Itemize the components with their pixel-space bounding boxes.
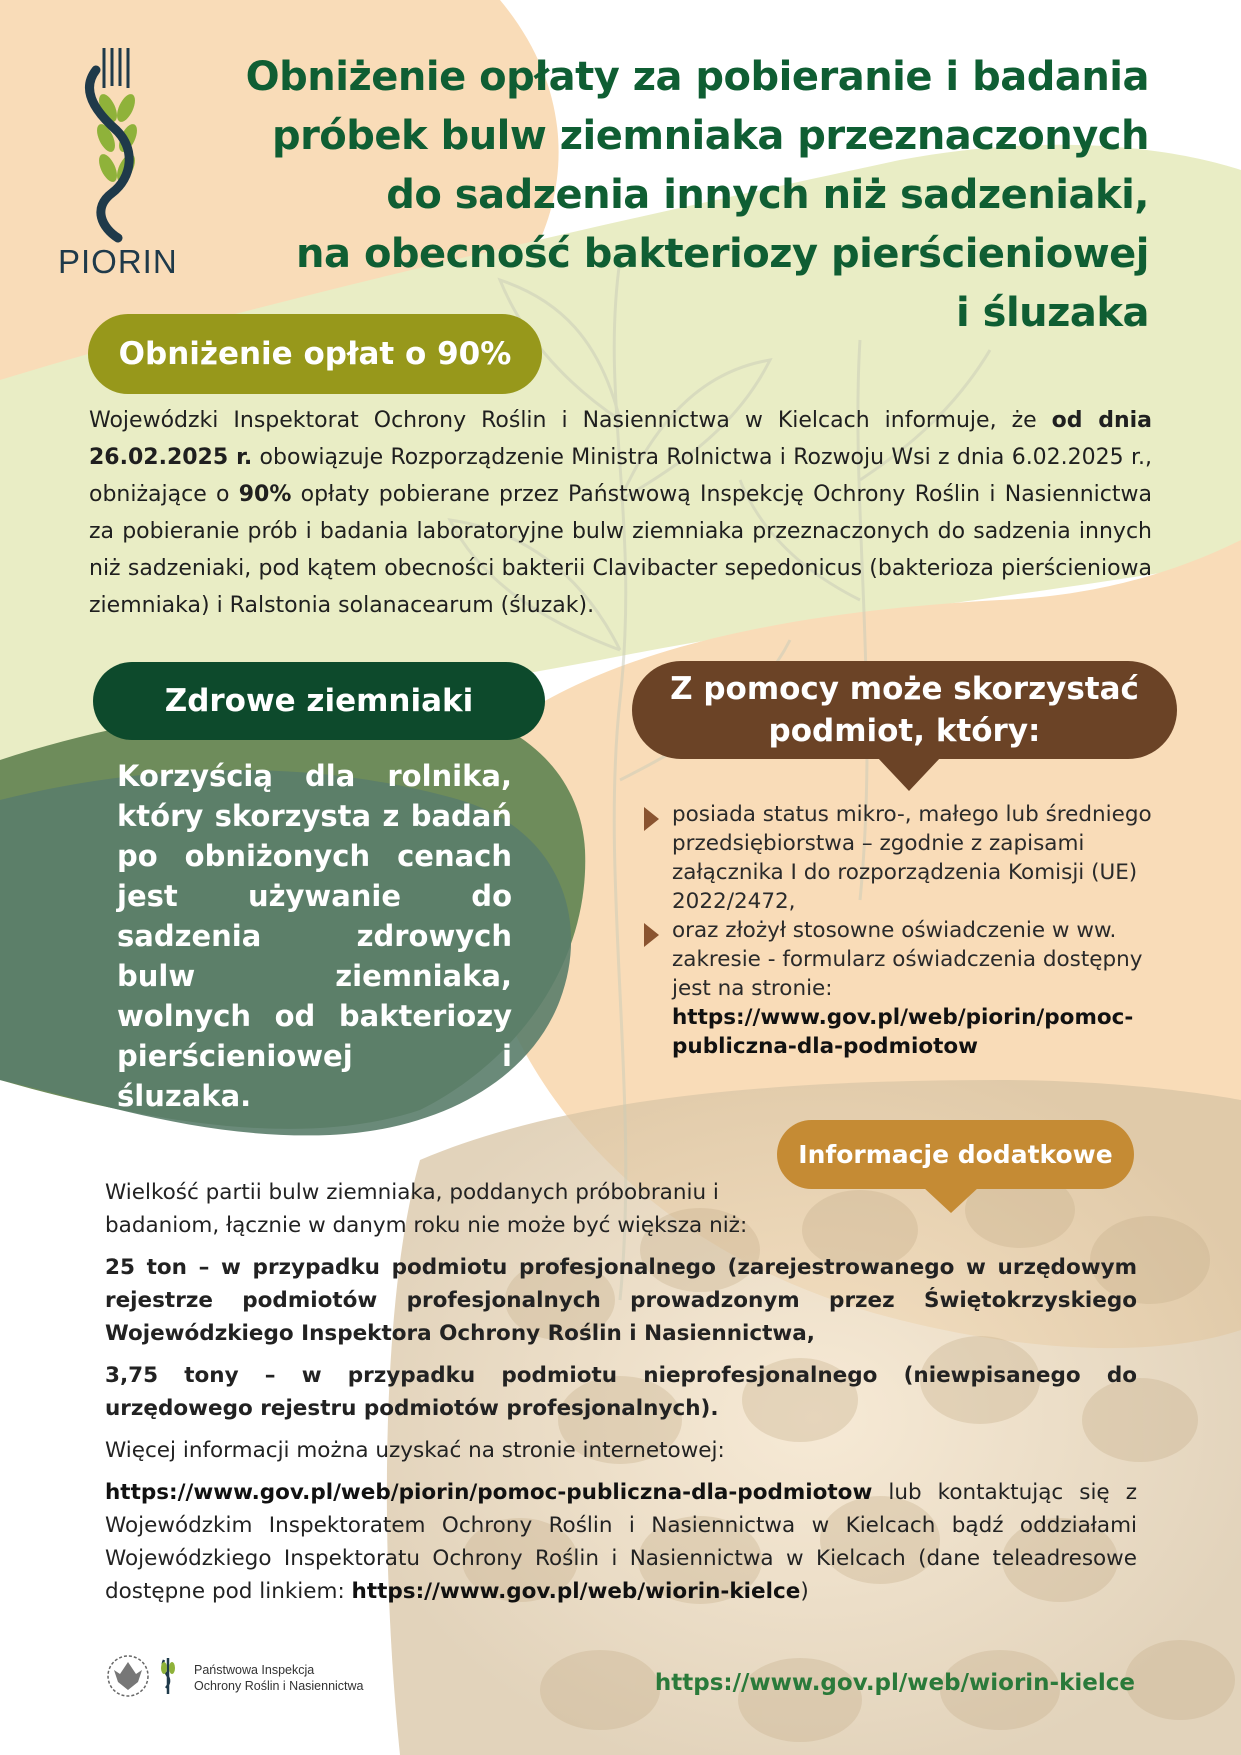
title-line: do sadzenia innych niż sadzeniaki,: [386, 172, 1149, 218]
intro-date: od dnia 26.02.2025 r.: [89, 408, 1152, 470]
title-line: Obniżenie opłaty za pobieranie i badania: [245, 54, 1149, 100]
intro-percent: 90%: [238, 482, 292, 507]
intro-paragraph: [89, 402, 1152, 624]
triangle-bullet-icon: [644, 807, 659, 831]
title-line: i śluzaka: [956, 290, 1149, 336]
help-link[interactable]: https://www.gov.pl/web/piorin/pomoc-publiczna-dla-podmiotow: [105, 1480, 873, 1505]
footer-org-name: [194, 1662, 364, 1694]
eligibility-list: [644, 800, 1164, 1061]
info-heading: Informacje dodatkowe: [777, 1120, 1134, 1189]
footer-org-line: Ochrony Roślin i Nasiennictwa: [194, 1679, 364, 1693]
footer-org-line: Państwowa Inspekcja: [194, 1663, 315, 1677]
info-section: [105, 1176, 1137, 1617]
title-line: próbek bulw ziemniaka przeznaczonych: [271, 113, 1149, 159]
intro-text: obowiązuje Rozporządzenie Ministra Rolnictwa i Rozwoju Wsi z dnia 6.02.2025 r., obniżające o: [89, 445, 1152, 507]
footer-url-link[interactable]: https://www.gov.pl/web/wiorin-kielce: [654, 1670, 1135, 1696]
piorin-logo: [52, 48, 178, 280]
reduction-heading: Obniżenie opłat o 90%: [88, 314, 542, 394]
footer-logos: [106, 1652, 406, 1702]
eagle-emblem-icon: [106, 1652, 186, 1702]
info-contact-close: ): [800, 1579, 809, 1604]
page-title: [189, 48, 1149, 343]
wheat-snake-icon: [52, 48, 172, 243]
info-limit-professional: 25 ton – w przypadku podmiotu profesjonalnego (zarejestrowanego w urzędowym rejestrze podmiotów profesjonalnych prowadzonym przez Świętokrzyskiego Wojewódzkiego Inspektora Ochrony Roślin i Nasiennictwa,: [105, 1255, 1137, 1346]
eligibility-heading-line: Z pomocy może skorzystać: [670, 671, 1139, 707]
healthy-heading: Zdrowe ziemniaki: [93, 662, 545, 740]
info-intro: Wielkość partii bulw ziemniaka, poddanych próbobraniu i badaniom, łącznie w danym roku nie może być większa niż:: [105, 1180, 748, 1238]
logo-text: PIORIN: [58, 243, 178, 280]
info-contact-text: lub kontaktując się z Wojewódzkim Inspektoratem Ochrony Roślin i Nasiennictwa w Kielcach bądź oddziałami Wojewódzkiego Inspektoratu Ochrony Roślin i Nasiennictwa w Kielcach (dane teleadresowe dostępne pod linkiem:: [105, 1480, 1137, 1604]
healthy-text: Korzyścią dla rolnika, który skorzysta z badań po obniżonych cenach jest używanie do sadzenia zdrowych bulw ziemniaka, wolnych od bakteriozy pierścieniowej i śluzaka.: [117, 759, 512, 1113]
form-link[interactable]: https://www.gov.pl/web/piorin/pomoc-publiczna-dla-podmiotow: [672, 1005, 1134, 1059]
info-contact: [105, 1476, 1137, 1608]
info-limit-nonprofessional: 3,75 tony – w przypadku podmiotu nieprofesjonalnego (niewpisanego do urzędowego rejestru podmiotów profesjonalnych).: [105, 1363, 1137, 1421]
list-item-text: oraz złożył stosowne oświadczenie w ww. zakresie - formularz oświadczenia dostępny jest na stronie:: [672, 918, 1143, 1001]
list-item: [644, 800, 1164, 916]
triangle-bullet-icon: [644, 923, 659, 947]
eligibility-heading-line: podmiot, który:: [768, 713, 1041, 749]
intro-text: opłaty pobierane przez Państwową Inspekcję Ochrony Roślin i Nasiennictwa za pobieranie prób i badania laboratoryjne bulw ziemniaka przeznaczonych do sadzenia innych niż sadzeniaki, pod kątem obecności bakterii Clavibacter sepedonicus (bakterioza pierścieniowa ziemniaka) i Ralstonia solanacearum (śluzak).: [89, 482, 1152, 618]
title-line: na obecność bakteriozy pierścieniowej: [296, 231, 1149, 277]
eligibility-heading: [632, 661, 1177, 759]
intro-text: Wojewódzki Inspektorat Ochrony Roślin i Nasiennictwa w Kielcach informuje, że: [89, 408, 1052, 433]
info-more: Więcej informacji można uzyskać na stronie internetowej:: [105, 1438, 725, 1463]
list-item: [644, 916, 1164, 1061]
wiorin-link[interactable]: https://www.gov.pl/web/wiorin-kielce: [351, 1579, 801, 1604]
list-item-text: posiada status mikro-, małego lub średniego przedsiębiorstwa – zgodnie z zapisami załącznika I do rozporządzenia Komisji (UE) 2022/2472,: [672, 802, 1152, 914]
